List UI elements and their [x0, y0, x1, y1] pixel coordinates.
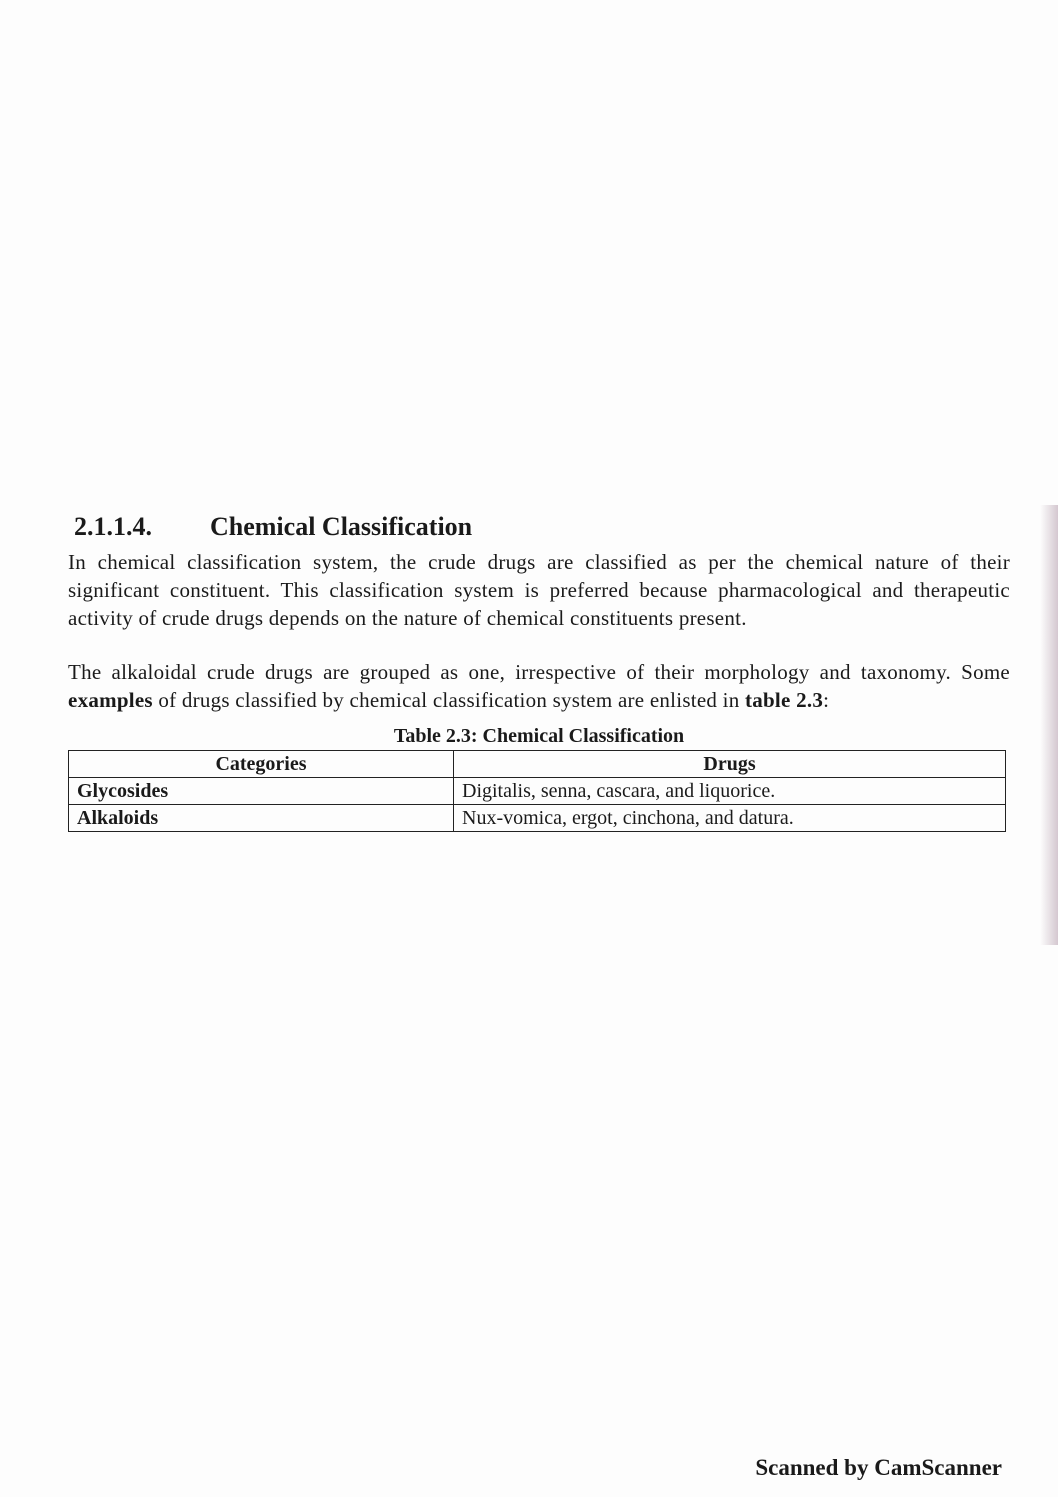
paragraph-alkaloidal-bold-table-ref: table 2.3 — [745, 688, 824, 712]
row-category: Glycosides — [69, 778, 454, 805]
page-edge-shadow — [1040, 505, 1058, 945]
paragraph-alkaloidal-bold-examples: examples — [68, 688, 153, 712]
chemical-classification-section — [68, 510, 1010, 832]
paragraph-intro: In chemical classification system, the crude drugs are classified as per the chemical nature of their significant constituent. This classification system is preferred because pharmacological and therapeutic activity of crude drugs depends on the nature of chemical constituents present. — [68, 550, 1010, 630]
table-row — [69, 778, 1006, 805]
paragraph-alkaloidal-part2: of drugs classified by chemical classification system are enlisted in — [152, 688, 745, 712]
table-caption: Table 2.3: Chemical Classification — [393, 725, 685, 747]
section-heading — [74, 510, 1010, 544]
paragraph-alkaloidal — [68, 658, 1010, 714]
row-category: Alkaloids — [69, 805, 454, 832]
table-header-row — [69, 751, 1006, 778]
table-row — [69, 805, 1006, 832]
classification-table — [68, 750, 1006, 832]
paragraph-alkaloidal-part3: : — [823, 688, 830, 712]
paragraph-alkaloidal-part1: The alkaloidal crude drugs are grouped as one, irrespective of their morphology and taxonomy. Some — [68, 660, 1010, 684]
section-number: 2.1.1.4. — [74, 512, 152, 541]
header-drugs: Drugs — [454, 751, 1006, 778]
row-drugs: Nux-vomica, ergot, cinchona, and datura. — [454, 805, 1006, 832]
header-categories: Categories — [69, 751, 454, 778]
row-drugs: Digitalis, senna, cascara, and liquorice. — [454, 778, 1006, 805]
scanner-watermark: Scanned by CamScanner — [755, 1455, 1002, 1480]
section-title: Chemical Classification — [210, 512, 473, 541]
